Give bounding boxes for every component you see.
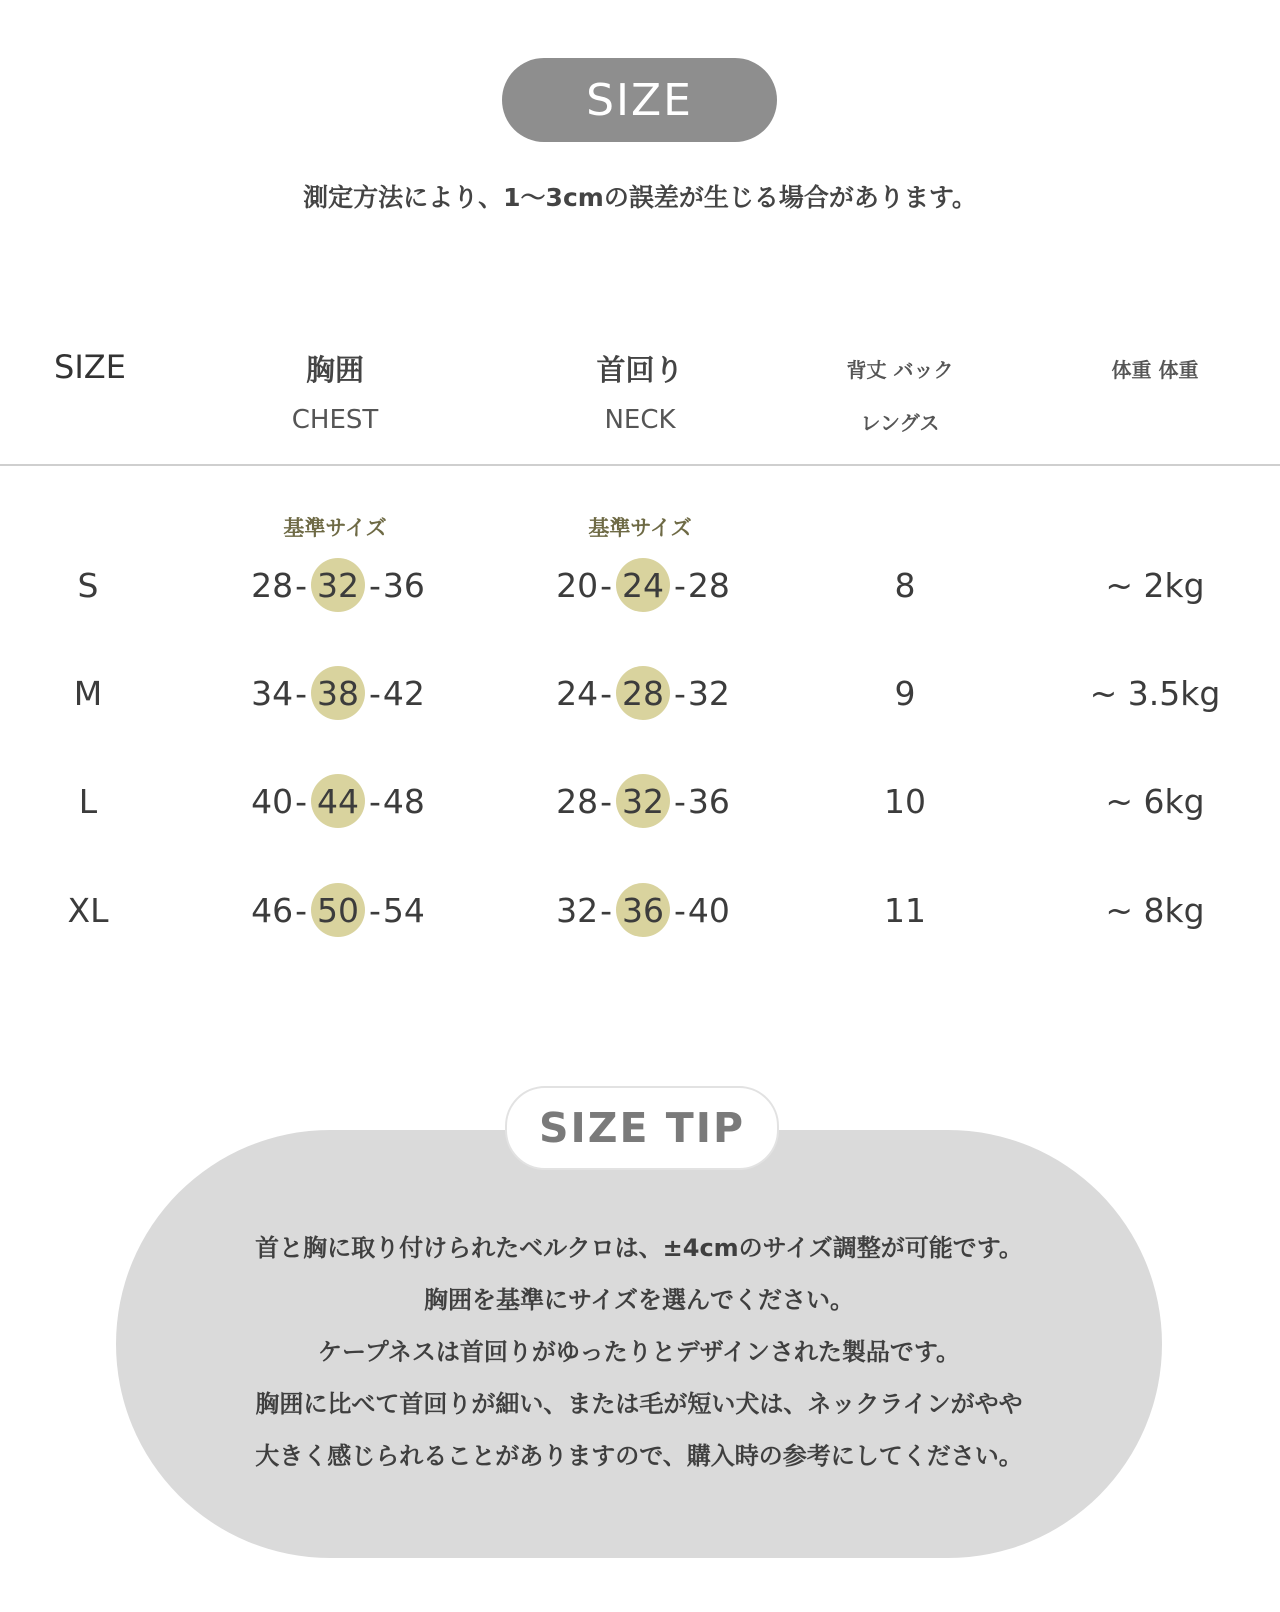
chest-cell-range	[251, 774, 425, 828]
header-neck	[535, 348, 745, 435]
range-dash: -	[600, 673, 612, 713]
size-cell: XL	[67, 890, 109, 930]
range-dash: -	[674, 781, 686, 821]
header-chest-en: CHEST	[291, 405, 379, 435]
neck-standard-label: 基準サイズ	[588, 516, 692, 540]
size-title-pill: SIZE	[502, 58, 777, 142]
standard-size-highlight: 32	[311, 558, 365, 612]
header-neck-jp: 首回り	[596, 353, 684, 387]
range-dash: -	[674, 890, 686, 930]
range-max: 40	[687, 890, 730, 930]
range-min: 28	[251, 565, 294, 605]
range-dash: -	[600, 781, 612, 821]
header-divider	[0, 464, 1280, 466]
range-min: 20	[556, 565, 599, 605]
chest-cell	[228, 555, 448, 615]
chest-cell-range	[251, 666, 425, 720]
range-max: 48	[382, 781, 425, 821]
range-min: 46	[251, 890, 294, 930]
range-dash: -	[295, 781, 307, 821]
weight-cell: ~ 2kg	[1105, 565, 1205, 605]
weight-cell: ~ 3.5kg	[1089, 673, 1221, 713]
range-max: 36	[687, 781, 730, 821]
neck-cell	[533, 663, 753, 723]
range-dash: -	[674, 565, 686, 605]
table-row	[0, 555, 1280, 615]
neck-cell-range	[556, 558, 730, 612]
chest-cell	[228, 663, 448, 723]
standard-size-highlight: 28	[616, 666, 670, 720]
tip-line: ケープネスは首回りがゆったりとデザインされた製品です。	[318, 1338, 960, 1366]
range-dash: -	[369, 890, 381, 930]
standard-size-highlight: 44	[311, 774, 365, 828]
tip-line: 大きく感じられることがありますので、購入時の参考にしてください。	[255, 1442, 1023, 1470]
weight-cell: ~ 6kg	[1105, 781, 1205, 821]
range-dash: -	[600, 890, 612, 930]
back-length-cell: 9	[894, 673, 916, 713]
range-min: 32	[556, 890, 599, 930]
neck-cell-range	[556, 883, 730, 937]
chest-cell-range	[251, 883, 425, 937]
range-dash: -	[295, 890, 307, 930]
chest-cell	[228, 771, 448, 831]
table-row	[0, 663, 1280, 723]
size-tip-text	[116, 1222, 1162, 1482]
range-max: 42	[382, 673, 425, 713]
chest-standard-label: 基準サイズ	[283, 516, 387, 540]
range-dash: -	[369, 781, 381, 821]
standard-size-highlight: 50	[311, 883, 365, 937]
tip-line: 胸囲に比べて首回りが細い、または毛が短い犬は、ネックラインがやや	[255, 1390, 1023, 1418]
range-max: 32	[687, 673, 730, 713]
header-chest	[230, 348, 440, 435]
range-max: 36	[382, 565, 425, 605]
measurement-note: 測定方法により、1〜3cmの誤差が生じる場合があります。	[303, 183, 977, 212]
standard-size-highlight: 38	[311, 666, 365, 720]
standard-size-highlight: 36	[616, 883, 670, 937]
chest-cell-range	[251, 558, 425, 612]
back-length-cell: 8	[894, 565, 916, 605]
header-weight	[1055, 354, 1255, 383]
standard-size-highlight: 24	[616, 558, 670, 612]
size-cell: L	[78, 781, 98, 821]
neck-cell-range	[556, 774, 730, 828]
neck-cell	[533, 771, 753, 831]
range-max: 28	[687, 565, 730, 605]
range-min: 28	[556, 781, 599, 821]
neck-cell	[533, 880, 753, 940]
range-dash: -	[369, 565, 381, 605]
header-chest-jp: 胸囲	[305, 353, 364, 387]
size-cell: M	[73, 673, 103, 713]
standard-size-highlight: 32	[616, 774, 670, 828]
table-row	[0, 771, 1280, 831]
header-size: SIZE	[54, 348, 126, 386]
back-length-cell: 11	[884, 890, 926, 930]
neck-cell	[533, 555, 753, 615]
size-cell: S	[77, 565, 99, 605]
range-dash: -	[674, 673, 686, 713]
range-min: 24	[556, 673, 599, 713]
size-tip-label: SIZE TIP	[505, 1086, 779, 1170]
range-dash: -	[600, 565, 612, 605]
neck-cell-range	[556, 666, 730, 720]
header-neck-en: NECK	[604, 405, 676, 435]
tip-line: 首と胸に取り付けられたベルクロは、±4cmのサイズ調整が可能です。	[255, 1234, 1023, 1262]
chest-cell	[228, 880, 448, 940]
range-max: 54	[382, 890, 425, 930]
header-back-length	[800, 354, 1000, 436]
header-weight-label: 体重 体重	[1111, 358, 1199, 382]
header-back-line2: レングス	[860, 411, 940, 435]
range-dash: -	[295, 565, 307, 605]
header-back-line1: 背丈 バック	[846, 358, 954, 382]
range-min: 40	[251, 781, 294, 821]
range-min: 34	[251, 673, 294, 713]
range-dash: -	[369, 673, 381, 713]
tip-line: 胸囲を基準にサイズを選んでください。	[423, 1286, 855, 1314]
weight-cell: ~ 8kg	[1105, 890, 1205, 930]
back-length-cell: 10	[884, 781, 926, 821]
range-dash: -	[295, 673, 307, 713]
table-row	[0, 880, 1280, 940]
